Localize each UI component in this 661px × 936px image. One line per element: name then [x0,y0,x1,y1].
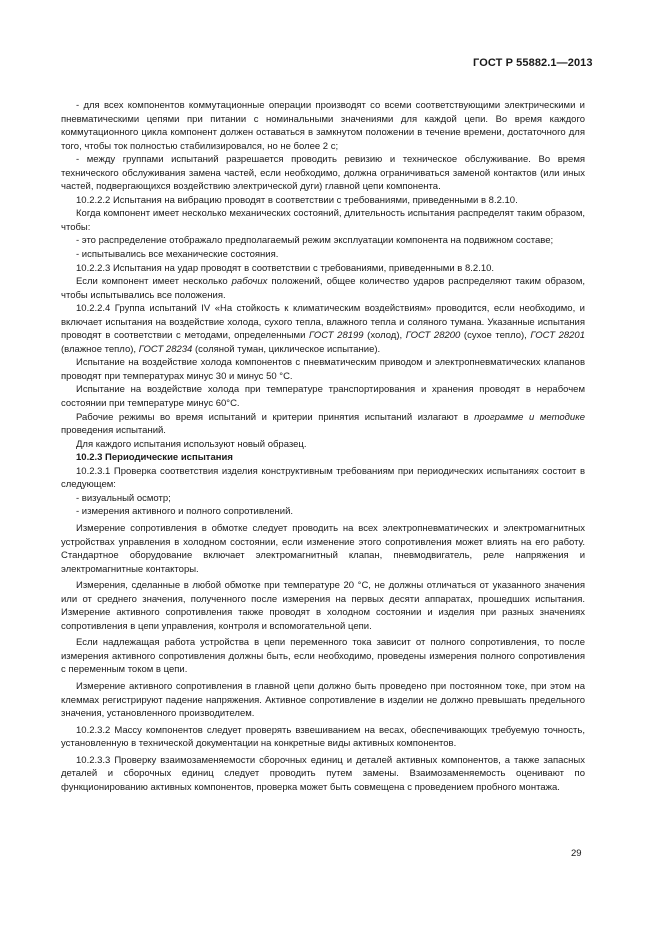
paragraph [61,99,585,153]
text-run: 10.2.2.2 Испытания на вибрацию проводят в соответствии с требованиями, приведенными в 8.2.10. [76,194,518,206]
text-run: Для каждого испытания используют новый образец. [76,438,307,450]
page-number: 29 [571,848,582,859]
emphasis-text: ГОСТ 28199 [308,330,364,342]
paragraph [61,451,585,465]
text-run: Когда компонент имеет несколько механических состояний, длительность испытания распределят таким образом, чтобы: [61,208,585,233]
emphasis-text: ГОСТ 28201 [530,330,586,342]
paragraph [61,262,585,276]
text-run: - измерения активного и полного сопротивлений. [76,506,294,518]
text-run: Рабочие режимы во время испытаний и критерии принятия испытаний излагают в [76,411,475,423]
paragraph [61,522,585,576]
paragraph [61,680,585,721]
emphasis-text: программе и методике [474,411,585,423]
text-run: (сухое тепло), [460,330,531,342]
paragraph [61,356,585,383]
document-header: ГОСТ Р 55882.1—2013 [473,57,593,69]
text-run: Если надлежащая работа устройства в цепи переменного тока зависит от полного сопротивления, то после измерения активного сопротивления должны быть, если необходимо, проведены измерения полного сопротивления с переменным током в цепи. [61,637,585,676]
text-run: (холод), [363,330,406,342]
text-run: - визуальный осмотр; [76,492,171,504]
paragraph [61,302,585,356]
paragraph [61,505,585,519]
paragraph [61,248,585,262]
paragraph [61,579,585,633]
text-run: 10.2.2.4 Группа испытаний IV «На стойкость к климатическим воздействиям» проводится, если необходимо, и включает испытания на воздействие холода, сухого тепла, влажного тепла и соляного тумана. Указанные испытания проводят в соответствии с методами, определенными [61,303,585,342]
paragraph [61,438,585,452]
paragraph [61,411,585,438]
text-run: Измерение сопротивления в обмотке следует проводить на всех электропневматических и электромагнитных устройствах управления в холодном состоянии, если изменение этого сопротивления может влиять на его работу. Стандартное оборудование включает электромагнитный клапан, пневмодвигатель, реле напряжения и электромагнитные контакторы. [61,522,585,575]
text-run: 10.2.3.2 Массу компонентов следует проверять взвешиванием на весах, обеспечивающих требуемую точность, установленную в технической документации на конкретные виды активных компонентов. [61,724,585,750]
text-run: проведения испытаний. [61,425,166,437]
text-run: Испытание на воздействие холода компонентов с пневматическим приводом и электропневматических клапанов проводят при температурах минус 30 и минус 50 °С. [61,357,585,382]
text-run: - это распределение отображало предполагаемый режим эксплуатации компонента на подвижном составе; [76,235,554,247]
text-run: 10.2.3.1 Проверка соответствия изделия конструктивным требованиям при периодических испытаниях состоит в следующем: [61,465,585,491]
text-run: (влажное тепло), [61,343,139,355]
paragraph [61,153,585,194]
text-run: - испытывались все механические состояния. [76,249,279,261]
paragraph [61,724,585,751]
text-run: 10.2.2.3 Испытания на удар проводят в соответствии с требованиями, приведенными в 8.2.10. [76,262,495,274]
paragraph [61,383,585,410]
paragraph [61,207,585,234]
paragraph [61,275,585,302]
text-run: - для всех компонентов коммутационные операции производят со всеми соответствующими электрическими и пневматическими цепями при питании с номинальными значениями для каждой цепи. Во время каждого коммутационного цикла компонент должен оставаться в замкнутом положении в течение времени, достаточного для того, чтобы ток полностью стабилизировался, но не более 2 с; [61,100,585,152]
text-run: Испытание на воздействие холода при температуре транспортирования и хранения проводят в нерабочем состоянии при температуре минус 60°С. [61,384,585,410]
emphasis-text: ГОСТ 28234 [138,343,193,355]
text-run: Если компонент имеет несколько [76,276,232,288]
text-run: положений, общее количество ударов распределяют таким образом, чтобы испытывались все положения. [61,276,585,301]
paragraph [61,636,585,677]
text-run: Измерения, сделанные в любой обмотке при температуре 20 °С, не должны отличаться от указанного значения или от среднего значения, полученного после измерения на первых десяти аппаратах, прошедших испытания. Измерение активного сопротивления также проводят в холодном состоянии и изделия при разных значениях сопротивления в цепи управления, контроля и вспомогательной цепи. [61,580,585,632]
paragraph [61,754,585,795]
document-body [61,99,585,794]
text-run: - между группами испытаний разрешается проводить ревизию и техническое обслуживание. Во время технического обслуживания замена частей, если необходимо, должна ограничиваться заменой контактов (или иных частей, подвергающихся воздействию электрической дуги) главной цепи компонента. [61,154,585,193]
text-run: (соляной туман, циклическое испытание). [192,343,381,355]
paragraph [61,492,585,506]
emphasis-text: ГОСТ 28200 [405,330,461,342]
paragraph [61,465,585,492]
text-run: Измерение активного сопротивления в главной цепи должно быть проведено при постоянном токе, при этом на клеммах регистрируют падение напряжения. Активное сопротивление в изделии не должно превышать предельного значения, установленного производителем. [61,680,585,720]
text-run: 10.2.3.3 Проверку взаимозаменяемости сборочных единиц и деталей активных компонентов, а также запасных деталей и сборочных единиц следует проводить путем замены. Взаимозаменяемость оценивают по функционированию активных компонентов, проверка может быть совмещена с проведением пробного монтажа. [61,754,585,793]
paragraph [61,234,585,248]
emphasis-text: рабочих [231,276,268,288]
section-heading: 10.2.3 Периодические испытания [76,452,233,464]
paragraph [61,194,585,208]
